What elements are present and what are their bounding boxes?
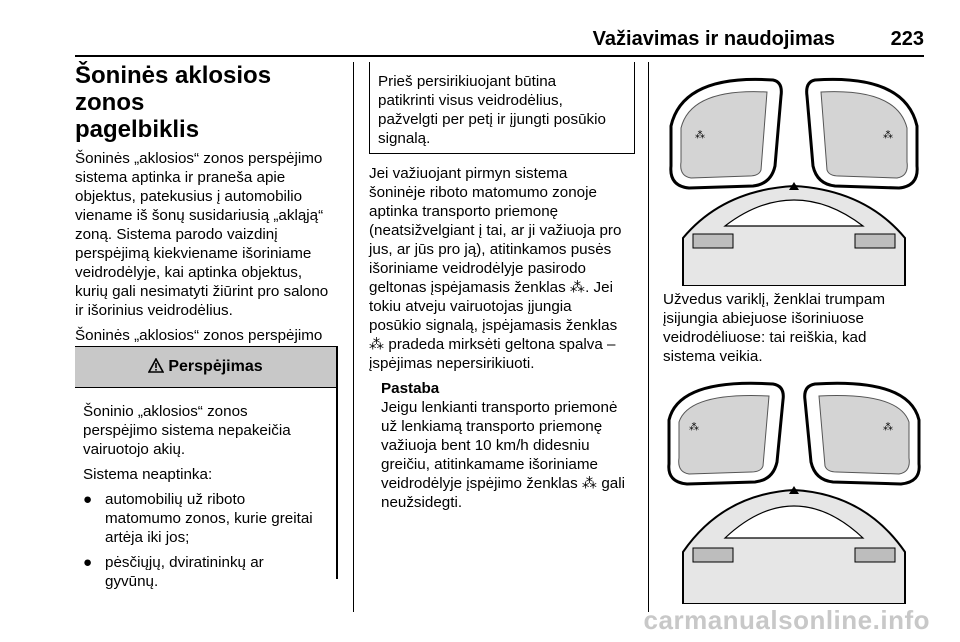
- column-divider: [353, 62, 354, 612]
- warning-body: [75, 388, 336, 591]
- warning-title: Perspėjimas: [168, 358, 263, 375]
- paragraph-detection: Jei važiuojant pirmyn sistema šoninėje riboto matomumo zonoje aptinka transporto priemonę (neatsižvelgiant į tai, ar ji važiuoja pro jus, ar jūs pro ją), atitinkamos pusės išoriniame veidrodėlyje pasirodo geltonas įspėjamasis ženklas ⁂. Jei tokiu atveju vairuotojas įjungia posūkio signalą, įspėjamasis ženklas ⁂ pradeda mirksėti geltona spalva – įspėjimas nepersirikiuoti.: [369, 165, 622, 372]
- svg-text:⁂: ⁂: [883, 422, 893, 433]
- caution-box: Prieš persirikiuojant būtina patikrinti visus veidrodėlius, pažvelgti per petį ir įjungti posūkio signalą.: [369, 62, 635, 154]
- section-title: Šoninės aklosios zonos pagelbiklis: [75, 62, 272, 143]
- paragraph-intro: Šoninės „aklosios“ zonos perspėjimo sistema aptinka ir praneša apie objektus, patekusius į automobilio viename iš šonų susidariusią „akląją“ zoną. Sistema parodo vaizdinį perspėjimą kiekviename išoriniame veidrodėlyje, kai aptinka objektus, kurių gali nesimatyti žiūrint pro salono ir išorinius veidrodėlius.: [75, 150, 329, 319]
- car-rear-icon: [683, 182, 905, 286]
- svg-text:⁂: ⁂: [883, 130, 893, 141]
- watermark: carmanualsonline.info: [643, 605, 930, 635]
- chapter-title: Važiavimas ir naudojimas: [592, 28, 835, 50]
- list-item: [83, 553, 328, 591]
- column-left: [75, 62, 340, 389]
- warning-text: Sistema neaptinka:: [83, 466, 213, 483]
- warning-text: Šoninio „aklosios“ zonos perspėjimo sistema nepakeičia vairuotojo akių.: [83, 403, 291, 458]
- mirror-illustration-bottom: [663, 372, 925, 604]
- page-header: [0, 22, 960, 62]
- list-item-text: pėsčiųjų, dviratininkų ar gyvūnų.: [105, 554, 264, 590]
- svg-text:⁂: ⁂: [695, 130, 705, 141]
- right-mirror-icon: [807, 79, 918, 188]
- note-text: Jeigu lenkianti transporto priemonė už lenkiamą transporto priemonę važiuoja bent 10 km/h didesniu greičiu, atitinkamame išoriniame veidrodėlyje įspėjimo ženklas ⁂ gali neužsidegti.: [381, 399, 625, 511]
- page-number: 223: [890, 28, 924, 50]
- column-middle: [369, 164, 639, 518]
- bullet-icon: ●: [83, 491, 93, 508]
- paragraph-startup: Užvedus variklį, ženklai trumpam įsijungia abiejuose išoriniuose veidrodėliuose: tai reiškia, kad sistema veikia.: [663, 291, 885, 365]
- note-title: Pastaba: [381, 380, 440, 397]
- list-item: [83, 490, 328, 547]
- mirror-illustration-top: [663, 66, 925, 286]
- warning-triangle-icon: [148, 357, 164, 378]
- left-mirror-icon: [669, 383, 783, 484]
- car-rear-icon: [683, 486, 905, 604]
- svg-text:⁂: ⁂: [689, 422, 699, 433]
- warning-box: [75, 346, 338, 590]
- paragraph-sensors: Šoninės „aklosios“ zonos perspėjimo: [75, 327, 323, 344]
- right-mirror-icon: [805, 383, 919, 484]
- list-item-text: automobilių už riboto matomumo zonos, kurie greitai artėja iki jos;: [105, 491, 313, 546]
- note: [369, 379, 639, 512]
- bullet-icon: ●: [83, 554, 93, 571]
- header-rule: [75, 55, 924, 57]
- column-divider: [648, 62, 649, 612]
- warning-header: [75, 346, 336, 388]
- left-mirror-icon: [671, 79, 782, 188]
